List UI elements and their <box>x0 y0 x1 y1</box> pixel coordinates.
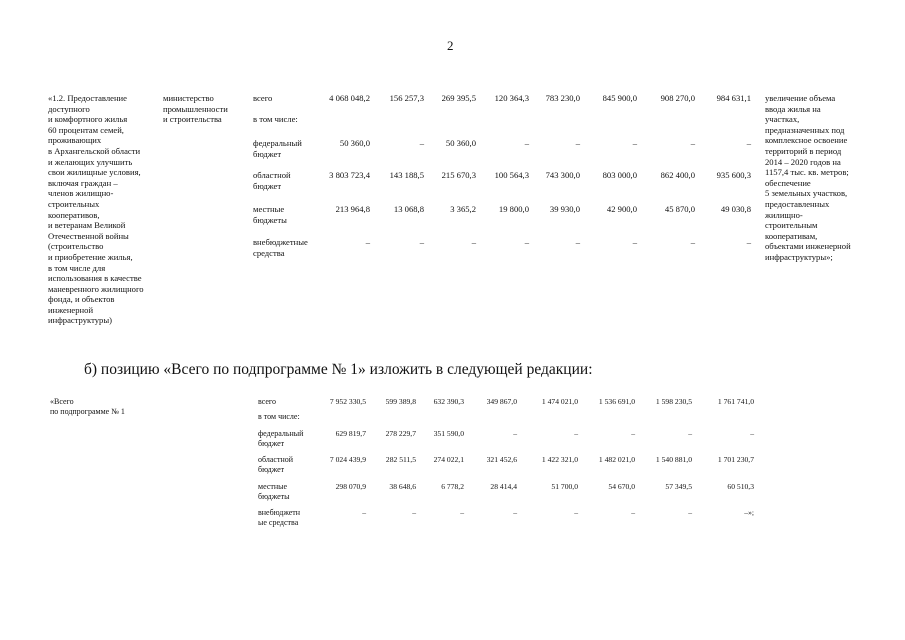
table2-cell: – <box>688 429 692 438</box>
table1-cell: 803 000,0 <box>602 170 637 180</box>
text-line: бюджет <box>258 439 285 448</box>
table2-row-label <box>258 508 320 528</box>
table2-cell: – <box>412 508 416 517</box>
table2-cell: 6 778,2 <box>441 482 464 491</box>
table1-cell: 269 395,5 <box>441 93 476 103</box>
table2-cell: –»; <box>744 508 754 517</box>
text-line: проживающих <box>48 135 102 146</box>
table2-cell: 349 867,0 <box>486 397 517 406</box>
table1-row-label <box>253 138 323 159</box>
table2-cell: – <box>688 508 692 517</box>
table1-cell: 13 068,8 <box>393 204 424 214</box>
table1-cell: 743 300,0 <box>545 170 580 180</box>
text-line: участках, <box>765 114 800 125</box>
text-line: федеральный <box>253 138 302 148</box>
table1-cell: 908 270,0 <box>660 93 695 103</box>
text-line: (строительство <box>48 241 104 252</box>
text-line: инфраструктуры»; <box>765 251 833 262</box>
text-line: бюджеты <box>253 214 287 225</box>
text-line: областной <box>253 170 291 180</box>
text-line: министерство <box>163 93 214 103</box>
table1-cell: – <box>419 138 424 148</box>
text-line: бюджет <box>258 465 285 474</box>
text-line: «1.2. Предоставление <box>48 93 127 103</box>
table1-cell: 50 360,0 <box>339 138 370 148</box>
text-line: по подпрограмме № 1 <box>50 407 125 416</box>
table1-cell: – <box>632 138 637 148</box>
table2-cell: 282 511,5 <box>385 455 416 464</box>
table1-cell: 3 365,2 <box>450 204 476 214</box>
table1-cell: – <box>746 237 751 247</box>
text-line: бюджеты <box>258 492 290 501</box>
text-line: 1157,4 тыс. кв. метров; <box>765 167 849 178</box>
text-line: областной <box>258 455 294 464</box>
table1-cell: – <box>419 237 424 247</box>
table1-cell: – <box>575 237 580 247</box>
table2-cell: – <box>750 429 754 438</box>
table2-cell: 1 701 230,7 <box>717 455 754 464</box>
table1-cell: 215 670,3 <box>441 170 476 180</box>
text-line: в том числе: <box>253 114 298 125</box>
table2-cell: 1 422 321,0 <box>541 455 578 464</box>
table1-cell: 4 068 048,2 <box>329 93 370 103</box>
table1-row-label <box>253 237 323 258</box>
text-line: «Всего <box>50 397 74 406</box>
table2-cell: 28 414,4 <box>490 482 517 491</box>
table2-cell: – <box>513 429 517 438</box>
text-line: и желающих улучшить <box>48 156 133 167</box>
text-line: объектами инженерной <box>765 241 851 252</box>
text-line: и строительства <box>163 114 222 125</box>
table2-row-label <box>258 482 320 502</box>
text-line: 60 процентам семей, <box>48 124 124 135</box>
text-line: ые средства <box>258 518 299 527</box>
table2-cell: 57 349,5 <box>665 482 692 491</box>
table2-row-label <box>258 397 320 407</box>
table1-cell: 45 870,0 <box>664 204 695 214</box>
text-line: в том числе: <box>258 412 300 421</box>
text-line: бюджет <box>253 148 282 159</box>
text-line: средства <box>253 247 285 258</box>
text-line: инженерной <box>48 304 94 315</box>
table2-cell: 1 540 881,0 <box>655 455 692 464</box>
text-line: 5 земельных участков, <box>765 188 848 199</box>
table2-cell: – <box>513 508 517 517</box>
table2-cell: 54 670,0 <box>608 482 635 491</box>
text-line: предназначенных под <box>765 124 845 135</box>
text-line: строительных <box>48 198 100 209</box>
table1-cell: 845 900,0 <box>602 93 637 103</box>
table1-description <box>48 93 166 326</box>
table2-cell: 7 024 439,9 <box>329 455 366 464</box>
text-line: и комфортного жилья <box>48 114 128 125</box>
table2-cell: 1 598 230,5 <box>655 397 692 406</box>
table1-cell: – <box>524 138 529 148</box>
text-line: членов жилищно- <box>48 188 114 199</box>
table1-cell: 100 564,3 <box>494 170 529 180</box>
table2-cell: – <box>631 429 635 438</box>
table1-cell: – <box>471 237 476 247</box>
text-line: жилищно- <box>765 209 803 220</box>
table1-cell: 143 188,5 <box>389 170 424 180</box>
table1-cell: 783 230,0 <box>545 93 580 103</box>
table1-result <box>765 93 875 263</box>
text-line: кооперативов, <box>48 209 100 220</box>
table1-cell: 935 600,3 <box>716 170 751 180</box>
text-line: и приобретение жилья, <box>48 251 133 262</box>
text-line: увеличение объема <box>765 93 836 103</box>
table2-cell: 278 229,7 <box>385 429 416 438</box>
table2-cell: 629 819,7 <box>335 429 366 438</box>
table2-cell: 1 536 691,0 <box>598 397 635 406</box>
table1-cell: – <box>690 237 695 247</box>
table1-cell: – <box>690 138 695 148</box>
table2-cell: 321 452,6 <box>486 455 517 464</box>
table2-description <box>50 397 160 417</box>
table1-cell: 984 631,1 <box>716 93 751 103</box>
text-line: свои жилищные условия, <box>48 167 141 178</box>
table1-cell: 42 900,0 <box>606 204 637 214</box>
text-line: Отечественной войны <box>48 230 129 241</box>
table2-cell: – <box>574 508 578 517</box>
text-line: и ветеранам Великой <box>48 220 126 231</box>
text-line: бюджет <box>253 180 282 191</box>
text-line: в Архангельской области <box>48 145 141 156</box>
text-line: 2014 – 2020 годов на <box>765 156 841 167</box>
table1-row-label <box>253 93 323 125</box>
text-line: использования в качестве <box>48 273 142 284</box>
table2-cell: – <box>460 508 464 517</box>
table1-row-label <box>253 170 323 191</box>
table1-row-label <box>253 204 323 225</box>
table2-cell: 298 070,9 <box>335 482 366 491</box>
text-line: внебюджетные <box>253 237 308 247</box>
text-line: инфраструктуры) <box>48 315 112 326</box>
table2-cell: 1 482 021,0 <box>598 455 635 464</box>
table2-cell: 351 590,0 <box>433 429 464 438</box>
text-line: маневренного жилищного <box>48 283 144 294</box>
text-line: в том числе для <box>48 262 106 273</box>
text-line: всего <box>258 397 277 406</box>
table1-cell: 156 257,3 <box>389 93 424 103</box>
table1-cell: – <box>575 138 580 148</box>
text-line: фонда, и объектов <box>48 294 115 305</box>
text-line: ввода жилья на <box>765 103 821 114</box>
table1-cell: 3 803 723,4 <box>329 170 370 180</box>
table2-cell: 1 474 021,0 <box>541 397 578 406</box>
table2-cell: 51 700,0 <box>551 482 578 491</box>
table2-cell: 599 389,8 <box>385 397 416 406</box>
text-line: строительным <box>765 220 818 231</box>
table2-cell: 632 390,3 <box>433 397 464 406</box>
table2-cell: 60 510,3 <box>727 482 754 491</box>
table2-cell: – <box>362 508 366 517</box>
text-line: промышленности <box>163 103 228 114</box>
table2-cell: – <box>631 508 635 517</box>
section-heading: б) позицию «Всего по подпрограмме № 1» изложить в следующей редакции: <box>84 361 593 378</box>
table1-cell: – <box>524 237 529 247</box>
table1-cell: 50 360,0 <box>445 138 476 148</box>
table2-row-label <box>258 429 320 449</box>
text-line: кооперативам, <box>765 230 818 241</box>
table2-cell: 1 761 741,0 <box>717 397 754 406</box>
table1-cell: 49 030,8 <box>720 204 751 214</box>
table1-cell: 120 364,3 <box>494 93 529 103</box>
table1-cell: – <box>632 237 637 247</box>
text-line: федеральный <box>258 429 304 438</box>
text-line: территорий в период <box>765 145 842 156</box>
table1-cell: 862 400,0 <box>660 170 695 180</box>
text-line: комплексное освоение <box>765 135 848 146</box>
table2-cell: 7 952 330,5 <box>329 397 366 406</box>
table2-cell: 38 648,6 <box>389 482 416 491</box>
text-line <box>253 104 323 115</box>
text-line: всего <box>253 93 273 103</box>
table2-cell: 274 022,1 <box>433 455 464 464</box>
table1-cell: 19 800,0 <box>498 204 529 214</box>
text-line: местные <box>258 482 288 491</box>
table1-cell: – <box>365 237 370 247</box>
text-line: местные <box>253 204 285 214</box>
table1-ministry <box>163 93 243 125</box>
table1-cell: – <box>746 138 751 148</box>
table1-cell: 39 930,0 <box>549 204 580 214</box>
text-line: обеспечение <box>765 177 811 188</box>
page-number: 2 <box>447 38 454 53</box>
text-line: предоставленных <box>765 198 830 209</box>
text-line: доступного <box>48 103 90 114</box>
table2-row-label <box>258 412 320 422</box>
table2-row-label <box>258 455 320 475</box>
table1-cell: 213 964,8 <box>335 204 370 214</box>
text-line: внебюджетн <box>258 508 301 517</box>
text-line: включая граждан – <box>48 177 118 188</box>
table2-cell: – <box>574 429 578 438</box>
